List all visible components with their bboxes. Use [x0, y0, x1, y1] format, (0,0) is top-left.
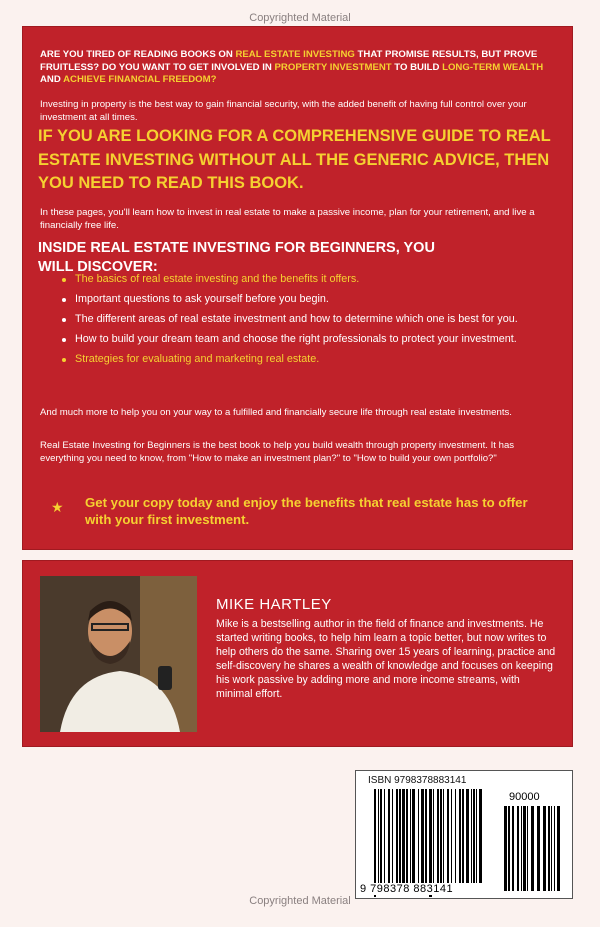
isbn-label: ISBN 9798378883141 [368, 775, 467, 786]
call-to-action: Get your copy today and enjoy the benefits that real estate has to offer with your first investment. [85, 495, 528, 527]
isbn-barcode [355, 770, 573, 899]
author-photo [40, 576, 197, 732]
author-panel [22, 560, 573, 747]
pages-paragraph: In these pages, you'll learn how to invest in real estate to make a passive income, plan for your retirement, and live a financially free life. [40, 207, 535, 231]
watermark-bottom: Copyrighted Material [249, 895, 351, 907]
list-item: Important questions to ask yourself before you begin. [75, 292, 532, 307]
list-item: How to build your dream team and choose the right professionals to protect your investment. [75, 332, 532, 347]
book-paragraph: Real Estate Investing for Beginners is the best book to help you build wealth through property investment. It has everything you need to know, from "How to make an investment plan?" to "How to build your own portfolio?" [40, 440, 515, 464]
headline: IF YOU ARE LOOKING FOR A COMPREHENSIVE GUIDE TO REAL ESTATE INVESTING WITHOUT ALL THE GENERIC ADVICE, THEN YOU NEED TO READ THIS BOOK. [38, 127, 551, 192]
watermark-top: Copyrighted Material [249, 12, 351, 24]
benefit-list [75, 272, 532, 372]
list-item: The basics of real estate investing and the benefits it offers. [75, 272, 532, 287]
intro-question: ARE YOU TIRED OF READING BOOKS ON REAL ESTATE INVESTING THAT PROMISE RESULTS, BUT PROVE FRUITLESS? DO YOU WANT TO GET INVOLVED IN PROPERTY INVESTMENT TO BUILD LONG-TERM WEALTH AND ACHIEVE FINANCIAL FREEDOM? [40, 49, 544, 85]
more-paragraph: And much more to help you on your way to a fulfilled and financially secure life through real estate investments. [40, 407, 512, 418]
author-bio: Mike is a bestselling author in the field of finance and investments. He started writing books, to help him learn a topic better, but now writes to help others do the same. Sharing over 15 years of learning, practice and self-discovery he shares a wealth of knowledge and focuses on keeping his work passive by adding more and more income streams, with minimal effort. [216, 618, 556, 700]
barcode-bars [356, 771, 574, 900]
description-panel [22, 26, 573, 550]
author-name: MIKE HARTLEY [216, 596, 332, 613]
star-icon: ★ [51, 499, 64, 515]
barcode-digits: 9 798378 883141 [360, 883, 454, 895]
list-item: Strategies for evaluating and marketing real estate. [75, 352, 532, 367]
price-code: 90000 [509, 791, 540, 803]
intro-paragraph: Investing in property is the best way to gain financial security, with the added benefit of having full control over your investment at all times. [40, 99, 527, 123]
discover-heading: INSIDE REAL ESTATE INVESTING FOR BEGINNERS, YOU WILL DISCOVER: [38, 240, 435, 275]
list-item: The different areas of real estate investment and how to determine which one is best for you. [75, 312, 532, 327]
